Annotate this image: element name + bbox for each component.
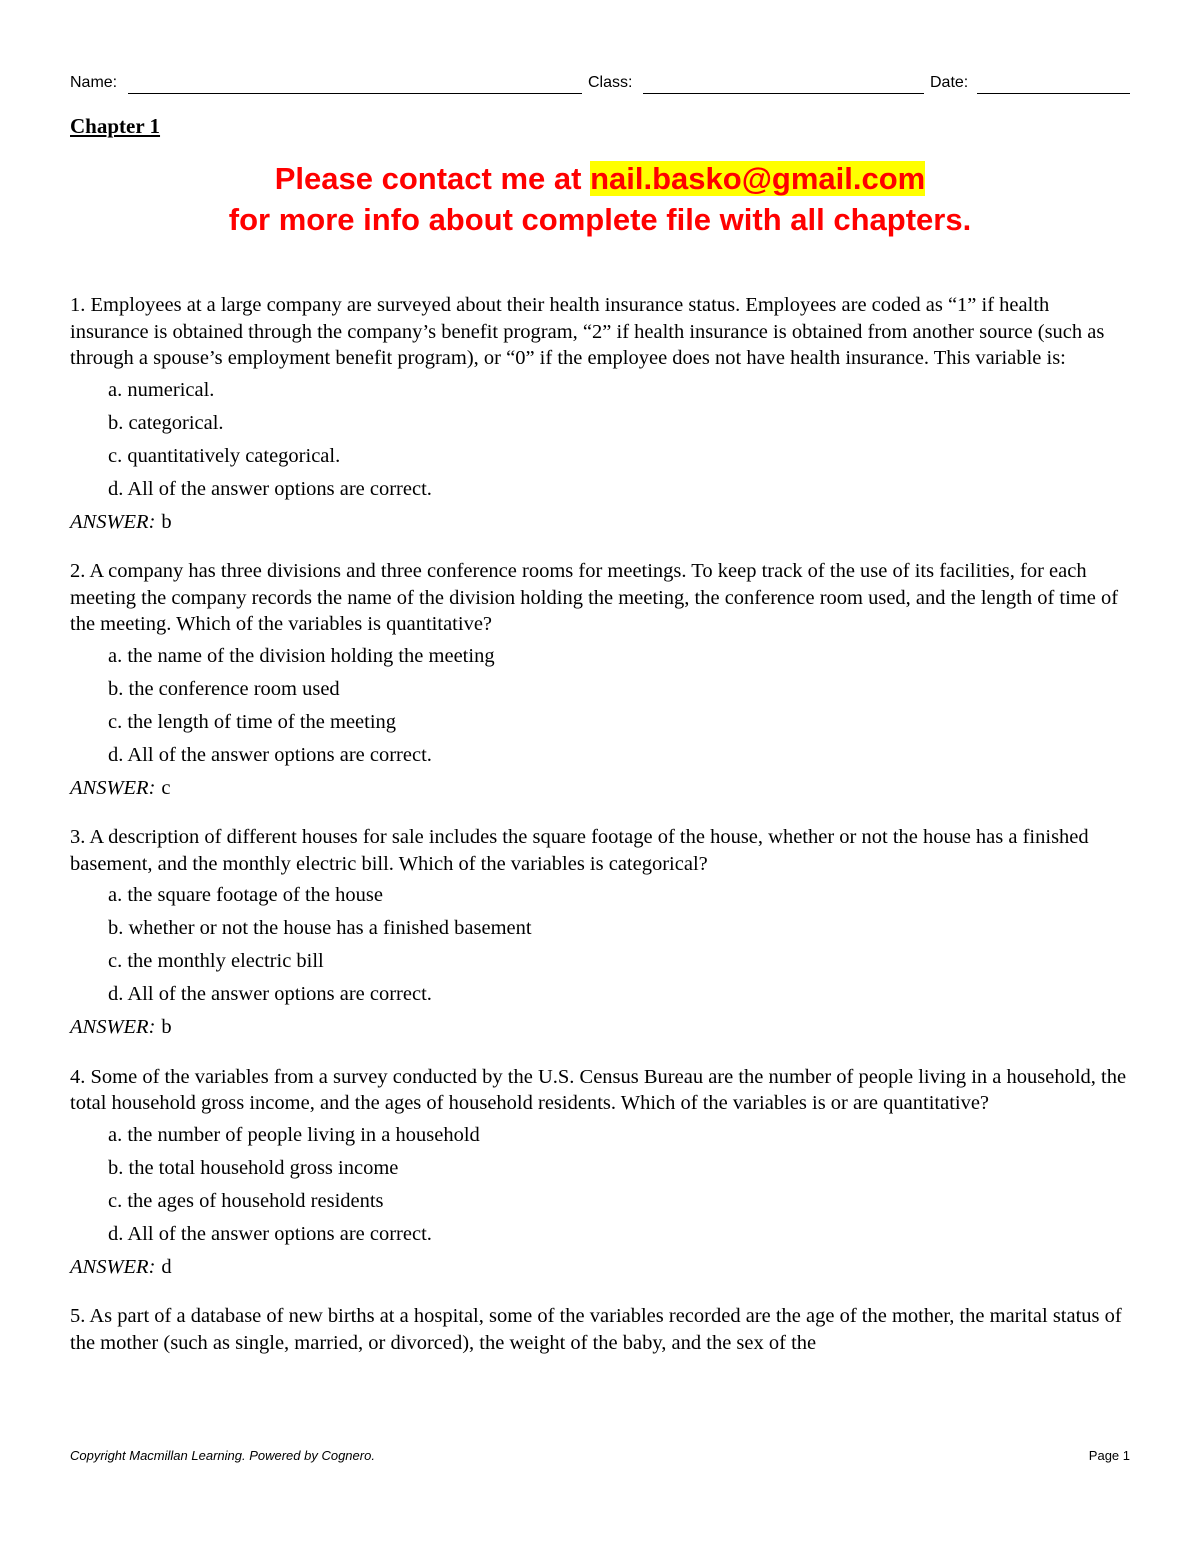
- answer-line: [70, 1254, 1132, 1281]
- question-stem: 2. A company has three divisions and three conference rooms for meetings. To keep track of the use of its facilities, for each meeting the company records the name of the division holding the meeting, the conference room used, and the length of time of the meeting. Which of the variables is quantitative?: [70, 560, 1119, 635]
- option-c: c. quantitatively categorical.: [108, 444, 341, 467]
- promo-email: nail.basko@gmail.com: [590, 161, 926, 196]
- answer-value: b: [161, 510, 172, 533]
- option-b: b. categorical.: [108, 411, 224, 434]
- option-a: a. the number of people living in a household: [108, 1123, 480, 1146]
- answer-options: [70, 377, 1132, 503]
- question-stem: 1. Employees at a large company are surveyed about their health insurance status. Employees are coded as “1” if health insurance is obtained through the company’s benefit program, “2” if health insurance is obtained from another source (such as through a spouse’s employment benefit program), or “0” if the employee does not have health insurance. This variable is:: [70, 294, 1105, 369]
- question-1: [70, 292, 1132, 535]
- option-c: c. the monthly electric bill: [108, 950, 324, 972]
- option-b: b. whether or not the house has a finished basement: [108, 917, 532, 939]
- option-d: d. All of the answer options are correct.: [108, 477, 432, 500]
- answer-line: [70, 1014, 1132, 1041]
- answer-value: c: [161, 776, 171, 799]
- question-list: [70, 292, 1132, 1379]
- question-3: [70, 824, 1132, 1041]
- answer-value: b: [161, 1016, 172, 1038]
- promo-line-2: for more info about complete file with all chapters.: [228, 202, 972, 237]
- date-label: Date:: [930, 74, 969, 91]
- answer-options: [70, 643, 1132, 769]
- option-b: b. the total household gross income: [108, 1156, 399, 1179]
- option-d: d. All of the answer options are correct.: [108, 1222, 432, 1245]
- option-c: c. the ages of household residents: [108, 1189, 384, 1212]
- class-label: Class:: [588, 74, 633, 91]
- answer-value: d: [161, 1255, 172, 1278]
- question-4: [70, 1064, 1132, 1281]
- page-footer: [70, 1448, 1130, 1468]
- question-stem: 5. As part of a database of new births at a hospital, some of the variables recorded are the age of the mother, the marital status of the mother (such as single, married, or divorced), the weight of the baby, and the sex of the: [70, 1305, 1122, 1354]
- chapter-title: Chapter 1: [70, 114, 161, 138]
- name-label: Name:: [70, 74, 118, 91]
- answer-label: ANSWER:: [70, 1016, 156, 1038]
- option-b: b. the conference room used: [108, 677, 340, 700]
- option-c: c. the length of time of the meeting: [108, 710, 397, 733]
- answer-label: ANSWER:: [70, 776, 156, 799]
- option-a: a. the name of the division holding the meeting: [108, 644, 495, 667]
- question-stem: 3. A description of different houses for sale includes the square footage of the house, whether or not the house has a finished basement, and the monthly electric bill. Which of the variables is categorical?: [70, 826, 1089, 875]
- question-5: [70, 1303, 1132, 1356]
- answer-options: [70, 1122, 1132, 1248]
- answer-options: [70, 882, 1132, 1008]
- question-stem: 4. Some of the variables from a survey conducted by the U.S. Census Bureau are the number of people living in a household, the total household gross income, and the ages of household residents. Which of the variables is or are quantitative?: [70, 1065, 1127, 1114]
- option-a: a. the square footage of the house: [108, 884, 383, 906]
- answer-line: [70, 509, 1132, 536]
- worksheet-header: [70, 72, 1130, 98]
- option-a: a. numerical.: [108, 378, 215, 401]
- copyright-notice: Copyright Macmillan Learning. Powered by Cognero.: [70, 1448, 375, 1463]
- name-blank-line: [128, 93, 582, 94]
- promo-banner: [70, 158, 1130, 240]
- option-d: d. All of the answer options are correct.: [108, 743, 432, 766]
- promo-line-1: [70, 158, 1130, 199]
- promo-prefix: Please contact me at: [274, 161, 591, 196]
- option-d: d. All of the answer options are correct.: [108, 983, 432, 1005]
- class-blank-line: [643, 93, 924, 94]
- page-number: Page 1: [1088, 1448, 1130, 1463]
- answer-label: ANSWER:: [70, 1255, 156, 1278]
- date-blank-line: [977, 93, 1130, 94]
- answer-label: ANSWER:: [70, 510, 156, 533]
- answer-line: [70, 775, 1132, 802]
- question-2: [70, 558, 1132, 801]
